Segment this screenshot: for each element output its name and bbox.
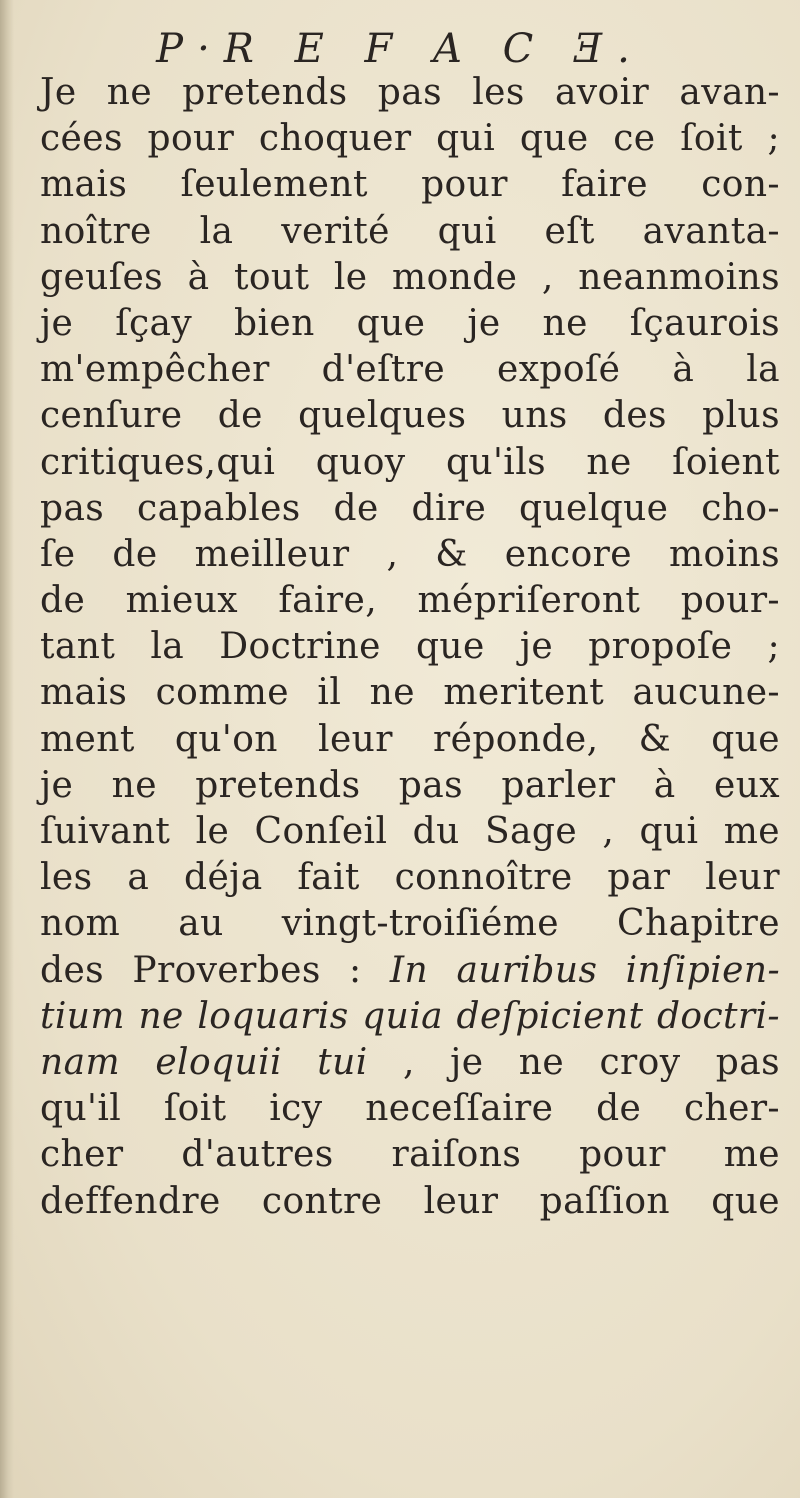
- text-line: nam eloquii tui , je ne croy pas: [40, 1041, 780, 1083]
- text-line: cher d'autres raiſons pour me: [40, 1134, 780, 1176]
- text-line: cenſure de quelques uns des plus: [40, 395, 780, 437]
- body-text: [40, 70, 780, 1225]
- text-line: de mieux faire, mépriſeront pour-: [40, 580, 780, 622]
- text-line: mais comme il ne meritent aucune-: [40, 672, 780, 714]
- text-line: tant la Doctrine que je propoſe ;: [40, 626, 780, 668]
- text-line: Je ne pretends pas les avoir avan-: [40, 72, 780, 113]
- page-gutter-shadow: [0, 0, 14, 1498]
- running-head: P·R E F A C Ǝ.: [156, 26, 644, 72]
- text-line: geuſes à tout le monde , neanmoins: [40, 256, 780, 298]
- text-line: qu'il ſoit icy neceſſaire de cher-: [40, 1088, 780, 1130]
- text-line: noître la verité qui eſt avanta-: [40, 210, 780, 252]
- text-line: je ne pretends pas parler à eux: [40, 764, 780, 806]
- text-line: m'empêcher d'eſtre expoſé à la: [40, 349, 780, 391]
- text-line: cées pour choquer qui que ce ſoit ;: [40, 118, 780, 160]
- text-line: nom au vingt-troiſiéme Chapitre: [40, 903, 780, 945]
- text-line: ſuivant le Conſeil du Sage , qui me: [40, 811, 780, 852]
- text-line: ment qu'on leur réponde, & que: [40, 718, 780, 760]
- text-line: deffendre contre leur paſſion que: [40, 1180, 780, 1222]
- text-line: tium ne loquaris quia deſpicient doctri-: [40, 995, 780, 1037]
- text-line: pas capables de dire quelque cho-: [40, 487, 780, 529]
- text-line: les a déja fait connoître par leur: [40, 857, 780, 899]
- text-line: critiques,qui quoy qu'ils ne ſoient: [40, 441, 780, 483]
- text-line: je ſçay bien que je ne ſçaurois: [40, 302, 780, 344]
- text-line: ſe de meilleur , & encore moins: [40, 533, 780, 575]
- text-line: des Proverbes : In auribus inſipien-: [40, 949, 781, 991]
- text-line: mais ſeulement pour faire con-: [40, 164, 780, 206]
